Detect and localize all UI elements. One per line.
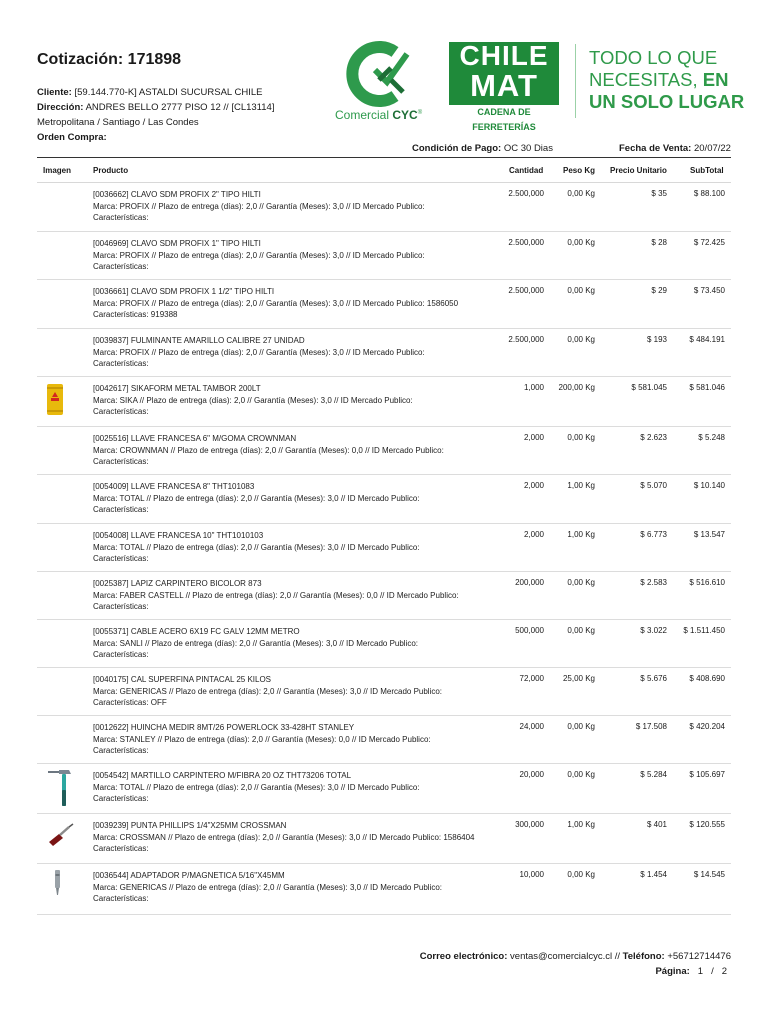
product-detail: Marca: TOTAL // Plazo de entrega (días): 2,0 // Garantía (Meses): 3,0 // ID Mercado Publico: xyxy=(93,782,420,792)
address-value: ANDRES BELLO 2777 PISO 12 // [CL13114] xyxy=(85,102,275,113)
product-detail: Marca: TOTAL // Plazo de entrega (días): 2,0 // Garantía (Meses): 3,0 // ID Mercado Publico: xyxy=(93,493,420,503)
weight-cell: 0,00 Kg xyxy=(567,189,595,198)
unit-price-cell: $ 29 xyxy=(651,286,667,295)
qty-cell: 72,000 xyxy=(519,674,544,683)
qty-cell: 20,000 xyxy=(519,770,544,779)
product-name: [0036662] CLAVO SDM PROFIX 2" TIPO HILTI xyxy=(93,190,261,199)
weight-cell: 0,00 Kg xyxy=(567,626,595,635)
weight-cell: 1,00 Kg xyxy=(567,820,595,829)
table-row xyxy=(37,764,731,814)
product-image xyxy=(37,620,79,668)
sale-date-label: Fecha de Venta: xyxy=(619,143,692,154)
table-row xyxy=(37,377,731,427)
product-features: Características: xyxy=(93,650,149,659)
product-name: [0054542] MARTILLO CARPINTERO M/FIBRA 20 OZ THT73206 TOTAL xyxy=(93,771,352,780)
product-cell xyxy=(93,530,493,565)
address-label: Dirección: xyxy=(37,102,84,113)
hammer-icon xyxy=(45,768,79,810)
unit-price-cell: $ 2.583 xyxy=(640,578,667,587)
subtotal-cell: $ 5.248 xyxy=(698,433,725,442)
payment-condition xyxy=(412,143,553,154)
product-name: [0036661] CLAVO SDM PROFIX 1 1/2" TIPO HILTI xyxy=(93,287,275,296)
unit-price-cell: $ 581.045 xyxy=(631,383,667,392)
subtotal-cell: $ 105.697 xyxy=(689,770,725,779)
product-name: [0055371] CABLE ACERO 6X19 FC GALV 12MM METRO xyxy=(93,627,300,636)
product-features: Características: xyxy=(93,359,149,368)
qty-cell: 24,000 xyxy=(519,722,544,731)
client-value: [59.144.770-K] ASTALDI SUCURSAL CHILE xyxy=(74,87,263,98)
table-row xyxy=(37,668,731,716)
product-cell xyxy=(93,674,493,709)
slogan xyxy=(589,47,744,113)
product-features: Características: xyxy=(93,844,149,853)
qty-cell: 2.500,000 xyxy=(508,286,544,295)
order-label: Orden Compra: xyxy=(37,132,107,143)
subtotal-cell: $ 484.191 xyxy=(689,335,725,344)
logo-divider xyxy=(575,44,576,118)
product-cell xyxy=(93,870,493,905)
page-sep: / xyxy=(711,966,714,977)
sale-date-value: 20/07/22 xyxy=(693,143,731,154)
unit-price-cell: $ 2.623 xyxy=(640,433,667,442)
product-image xyxy=(37,475,79,523)
product-cell xyxy=(93,722,493,757)
weight-cell: 200,00 Kg xyxy=(558,383,595,392)
product-detail: Marca: FABER CASTELL // Plazo de entrega (días): 2,0 // Garantía (Meses): 0,0 // ID Mercado Publico: xyxy=(93,590,459,600)
product-detail: Marca: TOTAL // Plazo de entrega (días): 2,0 // Garantía (Meses): 3,0 // ID Mercado Publico: xyxy=(93,542,420,552)
payment-label: Condición de Pago: xyxy=(412,143,502,154)
header-divider xyxy=(37,157,731,158)
unit-price-cell: $ 5.284 xyxy=(640,770,667,779)
product-name: [0025516] LLAVE FRANCESA 6" M/GOMA CROWNMAN xyxy=(93,434,297,443)
unit-price-cell: $ 3.022 xyxy=(640,626,667,635)
page-total: 2 xyxy=(721,966,727,977)
cyc-brand: CYC xyxy=(392,108,418,122)
product-image xyxy=(37,524,79,572)
cyc-mark-icon xyxy=(335,40,440,108)
page-label: Página: xyxy=(655,966,690,977)
page-current: 1 xyxy=(697,966,704,977)
weight-cell: 1,00 Kg xyxy=(567,481,595,490)
subtotal-cell: $ 73.450 xyxy=(693,286,725,295)
product-image xyxy=(37,183,79,231)
product-cell xyxy=(93,481,493,516)
qty-cell: 2,000 xyxy=(523,530,544,539)
product-image xyxy=(37,814,79,862)
product-image xyxy=(37,232,79,280)
product-cell xyxy=(93,335,493,370)
col-image: Imagen xyxy=(43,166,72,175)
product-name: [0040175] CAL SUPERFINA PINTACAL 25 KILOS xyxy=(93,675,272,684)
col-unit-price: Precio Unitario xyxy=(610,166,667,175)
subtotal-cell: $ 88.100 xyxy=(693,189,725,198)
table-header xyxy=(37,160,731,182)
product-detail: Marca: PROFIX // Plazo de entrega (días): 2,0 // Garantía (Meses): 3,0 // ID Mercado Publico: xyxy=(93,250,425,260)
qty-cell: 10,000 xyxy=(519,870,544,879)
product-cell xyxy=(93,820,493,855)
product-image xyxy=(37,764,79,812)
unit-price-cell: $ 35 xyxy=(651,189,667,198)
product-image xyxy=(37,572,79,620)
unit-price-cell: $ 17.508 xyxy=(635,722,667,731)
qty-cell: 2.500,000 xyxy=(508,238,544,247)
table-row xyxy=(37,183,731,232)
weight-cell: 1,00 Kg xyxy=(567,530,595,539)
product-detail: Marca: PROFIX // Plazo de entrega (días): 2,0 // Garantía (Meses): 3,0 // ID Mercado Publico: xyxy=(93,201,425,211)
qty-cell: 2,000 xyxy=(523,433,544,442)
product-features: Características: xyxy=(93,262,149,271)
phone-value: +56712714476 xyxy=(667,951,731,962)
qty-cell: 1,000 xyxy=(523,383,544,392)
table-row xyxy=(37,329,731,377)
sale-date xyxy=(619,143,731,154)
qty-cell: 300,000 xyxy=(515,820,544,829)
product-image xyxy=(37,280,79,328)
payment-value: OC 30 Dias xyxy=(503,143,553,154)
table-row xyxy=(37,814,731,864)
slogan-line2-bold: EN xyxy=(702,69,729,90)
product-features: Características: xyxy=(93,746,149,755)
product-image xyxy=(37,329,79,377)
product-name: [0039239] PUNTA PHILLIPS 1/4"X25MM CROSSMAN xyxy=(93,821,287,830)
product-detail: Marca: PROFIX // Plazo de entrega (días): 2,0 // Garantía (Meses): 3,0 // ID Mercado Publico: xyxy=(93,347,425,357)
product-name: [0054008] LLAVE FRANCESA 10" THT1010103 xyxy=(93,531,264,540)
weight-cell: 0,00 Kg xyxy=(567,238,595,247)
product-cell xyxy=(93,770,493,805)
unit-price-cell: $ 1.454 xyxy=(640,870,667,879)
weight-cell: 0,00 Kg xyxy=(567,286,595,295)
unit-price-cell: $ 5.070 xyxy=(640,481,667,490)
chilemat-line3: CADENA DE FERRETERÍAS xyxy=(449,105,559,120)
quote-title: Cotización: 171898 xyxy=(37,51,182,68)
client-label: Cliente: xyxy=(37,87,72,98)
weight-cell: 0,00 Kg xyxy=(567,433,595,442)
subtotal-cell: $ 408.690 xyxy=(689,674,725,683)
product-cell xyxy=(93,189,493,224)
chilemat-logo xyxy=(449,40,559,132)
product-name: [0039837] FULMINANTE AMARILLO CALIBRE 27 UNIDAD xyxy=(93,336,305,345)
product-features: Características: xyxy=(93,894,149,903)
qty-cell: 2,000 xyxy=(523,481,544,490)
unit-price-cell: $ 28 xyxy=(651,238,667,247)
weight-cell: 0,00 Kg xyxy=(567,770,595,779)
product-features: Características: 919388 xyxy=(93,310,178,319)
product-features: Características: xyxy=(93,505,149,514)
cyc-word: Comercial xyxy=(335,108,390,122)
product-features: Características: OFF xyxy=(93,698,167,707)
qty-cell: 2.500,000 xyxy=(508,335,544,344)
qty-cell: 2.500,000 xyxy=(508,189,544,198)
footer-sep: // xyxy=(614,951,620,962)
product-features: Características: xyxy=(93,554,149,563)
table-row xyxy=(37,716,731,764)
col-subtotal: SubTotal xyxy=(690,166,724,175)
client-info xyxy=(37,85,357,145)
col-product: Producto xyxy=(93,166,129,175)
product-detail: Marca: SIKA // Plazo de entrega (días): 2,0 // Garantía (Meses): 3,0 // ID Mercado Publico: xyxy=(93,395,413,405)
product-detail: Marca: SANLI // Plazo de entrega (días): 2,0 // Garantía (Meses): 3,0 // ID Mercado Publico: xyxy=(93,638,419,648)
unit-price-cell: $ 193 xyxy=(646,335,667,344)
table-row xyxy=(37,475,731,524)
product-features: Características: xyxy=(93,407,149,416)
product-detail: Marca: CROSSMAN // Plazo de entrega (días): 2,0 // Garantía (Meses): 3,0 // ID Mercado Publico: 1586404 xyxy=(93,832,475,842)
product-detail: Marca: PROFIX // Plazo de entrega (días): 2,0 // Garantía (Meses): 3,0 // ID Mercado Publico: 1586050 xyxy=(93,298,459,308)
qty-cell: 200,000 xyxy=(515,578,544,587)
comercial-cyc-logo: Comercial CYC® xyxy=(335,40,440,125)
product-image xyxy=(37,427,79,475)
product-name: [0042617] SIKAFORM METAL TAMBOR 200LT xyxy=(93,384,261,393)
address-line2: Metropolitana / Santiago / Las Condes xyxy=(37,117,199,128)
subtotal-cell: $ 10.140 xyxy=(693,481,725,490)
product-name: [0012622] HUINCHA MEDIR 8MT/26 POWERLOCK 33-428HT STANLEY xyxy=(93,723,355,732)
subtotal-cell: $ 120.555 xyxy=(689,820,725,829)
table-row xyxy=(37,620,731,668)
col-qty: Cantidad xyxy=(509,166,544,175)
product-detail: Marca: GENERICAS // Plazo de entrega (días): 2,0 // Garantía (Meses): 3,0 // ID Mercado Publico: xyxy=(93,882,443,892)
weight-cell: 0,00 Kg xyxy=(567,870,595,879)
table-row xyxy=(37,864,731,915)
subtotal-cell: $ 420.204 xyxy=(689,722,725,731)
email-value: ventas@comercialcyc.cl xyxy=(510,951,613,962)
email-label: Correo electrónico: xyxy=(419,951,508,962)
slogan-line2: NECESITAS, xyxy=(589,69,698,90)
subtotal-cell: $ 72.425 xyxy=(693,238,725,247)
subtotal-cell: $ 581.046 xyxy=(689,383,725,392)
weight-cell: 0,00 Kg xyxy=(567,722,595,731)
subtotal-cell: $ 516.610 xyxy=(689,578,725,587)
product-image xyxy=(37,716,79,764)
product-name: [0046969] CLAVO SDM PROFIX 1" TIPO HILTI xyxy=(93,239,261,248)
drum-icon xyxy=(45,381,65,419)
table-row xyxy=(37,572,731,620)
product-cell xyxy=(93,238,493,273)
phone-label: Teléfono: xyxy=(622,951,665,962)
unit-price-cell: $ 6.773 xyxy=(640,530,667,539)
table-row xyxy=(37,524,731,572)
qty-cell: 500,000 xyxy=(515,626,544,635)
pagination xyxy=(655,966,727,977)
screwdriver-icon xyxy=(45,818,79,850)
table-row xyxy=(37,280,731,329)
subtotal-cell: $ 1.511.450 xyxy=(683,626,725,635)
product-features: Características: xyxy=(93,213,149,222)
product-features: Características: xyxy=(93,602,149,611)
unit-price-cell: $ 401 xyxy=(646,820,667,829)
product-detail: Marca: GENERICAS // Plazo de entrega (días): 2,0 // Garantía (Meses): 3,0 // ID Mercado Publico: xyxy=(93,686,443,696)
col-weight: Peso Kg xyxy=(563,166,596,175)
product-detail: Marca: STANLEY // Plazo de entrega (días): 2,0 // Garantía (Meses): 0,0 // ID Mercado Publico: xyxy=(93,734,431,744)
weight-cell: 0,00 Kg xyxy=(567,335,595,344)
weight-cell: 25,00 Kg xyxy=(562,674,595,683)
table-row xyxy=(37,232,731,280)
product-cell xyxy=(93,433,493,468)
product-cell xyxy=(93,578,493,613)
product-detail: Marca: CROWNMAN // Plazo de entrega (días): 2,0 // Garantía (Meses): 0,0 // ID Mercado Publico: xyxy=(93,445,444,455)
slogan-line1: TODO LO QUE xyxy=(589,47,718,68)
product-features: Características: xyxy=(93,457,149,466)
chilemat-line2: MAT xyxy=(470,68,538,103)
contact-footer xyxy=(420,951,731,962)
bit-icon xyxy=(45,868,69,900)
product-name: [0036544] ADAPTADOR P/MAGNETICA 5/16"X45MM xyxy=(93,871,285,880)
unit-price-cell: $ 5.676 xyxy=(640,674,667,683)
subtotal-cell: $ 13.547 xyxy=(693,530,725,539)
product-cell xyxy=(93,626,493,661)
weight-cell: 0,00 Kg xyxy=(567,578,595,587)
product-image xyxy=(37,377,79,425)
product-image xyxy=(37,864,79,912)
slogan-line3: UN SOLO LUGAR xyxy=(589,91,745,112)
product-cell xyxy=(93,286,493,321)
product-name: [0054009] LLAVE FRANCESA 8" THT101083 xyxy=(93,482,255,491)
product-name: [0025387] LAPIZ CARPINTERO BICOLOR 873 xyxy=(93,579,262,588)
table-row xyxy=(37,427,731,475)
subtotal-cell: $ 14.545 xyxy=(693,870,725,879)
product-cell xyxy=(93,383,493,418)
product-image xyxy=(37,668,79,716)
chilemat-line1: CHILE xyxy=(459,40,549,71)
product-features: Características: xyxy=(93,794,149,803)
